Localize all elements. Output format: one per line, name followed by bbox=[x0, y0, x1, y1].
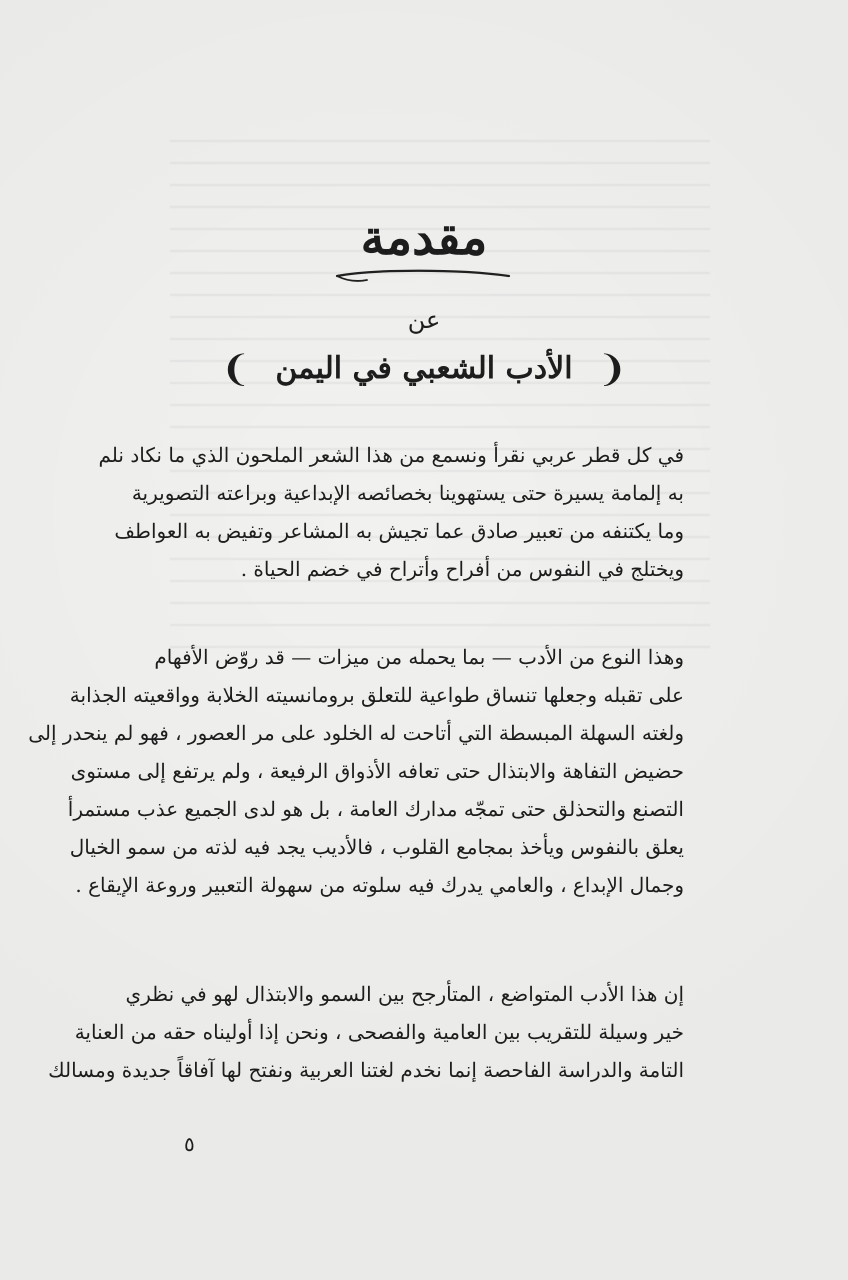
paragraph-three-line: التامة والدراسة الفاحصة إنما نخدم لغتنا العربية ونفتح لها آفاقاً جديدة ومسالك bbox=[48, 1058, 684, 1082]
paragraph-two-line: على تقبله وجعلها تنساق طواعية للتعلق برومانسيته الخلابة وواقعيته الجذابة bbox=[69, 683, 684, 707]
right-ornate-bracket-icon: ❩ bbox=[597, 349, 628, 390]
paragraph-one-line: به إلمامة يسيرة حتى يستهوينا بخصائصه الإبداعية وبراعته التصويرية bbox=[131, 481, 684, 505]
page-number: ٥ bbox=[184, 1132, 195, 1156]
paragraph-one-line: ويختلج في النفوس من أفراح وأتراح في خضم الحياة . bbox=[240, 557, 684, 581]
paragraph-one bbox=[98, 436, 684, 588]
subtitle-block bbox=[0, 350, 848, 390]
paragraph-two-line: يعلق بالنفوس ويأخذ بمجامع القلوب ، فالأديب يجد فيه لذته من سمو الخيال bbox=[69, 835, 684, 859]
paragraph-three-line: خير وسيلة للتقريب بين العامية والفصحى ، ونحن إذا أوليناه حقه من العناية bbox=[74, 1020, 684, 1044]
chapter-title-block bbox=[0, 210, 848, 286]
subtitle: الأدب الشعبي في اليمن bbox=[275, 350, 573, 386]
paragraph-one-line: في كل قطر عربي نقرأ ونسمع من هذا الشعر الملحون الذي ما نكاد نلم bbox=[98, 443, 684, 467]
paragraph-three-line: إن هذا الأدب المتواضع ، المتأرجح بين السمو والابتذال لهو في نظري bbox=[125, 982, 684, 1006]
title-underline-ornament bbox=[329, 268, 519, 286]
paragraph-two-line: وهذا النوع من الأدب — بما يحمله من ميزات — قد روّض الأفهام bbox=[154, 645, 684, 669]
paragraph-two-line: حضيض التفاهة والابتذال حتى تعافه الأذواق الرفيعة ، ولم يرتفع إلى مستوى bbox=[70, 759, 684, 783]
chapter-title: مقدمة bbox=[360, 210, 488, 266]
left-ornate-bracket-icon: ❨ bbox=[220, 349, 251, 390]
paragraph-two-line: وجمال الإبداع ، والعامي يدرك فيه سلوته من سهولة التعبير وروعة الإيقاع . bbox=[75, 873, 684, 897]
paragraph-three bbox=[48, 975, 684, 1089]
paragraph-two bbox=[28, 638, 684, 904]
paragraph-two-line: التصنع والتحذلق حتى تمجّه مدارك العامة ، بل هو لدى الجميع عذب مستمرأ bbox=[67, 797, 684, 821]
about-word: عن bbox=[407, 306, 441, 334]
paragraph-one-line: وما يكتنفه من تعبير صادق عما تجيش به المشاعر وتفيض به العواطف bbox=[114, 519, 684, 543]
paragraph-two-line: ولغته السهلة المبسطة التي أتاحت له الخلود على مر العصور ، فهو لم ينحدر إلى bbox=[28, 721, 684, 745]
